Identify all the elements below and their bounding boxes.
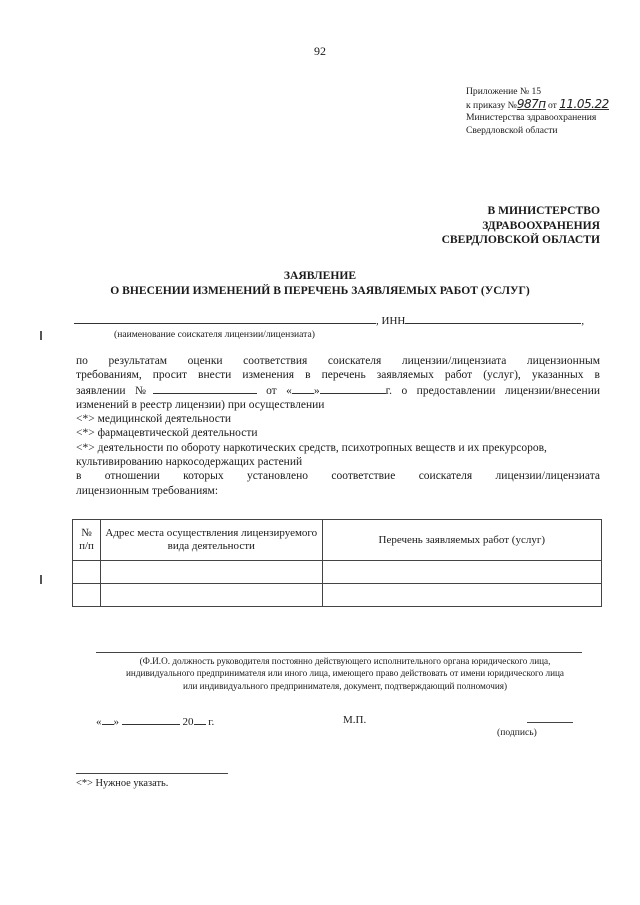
signatory-caption [80, 655, 610, 692]
signatory-caption-line-2: индивидуального предпринимателя или иного лица, имеющего право действовать от имени юридического лица [126, 668, 564, 679]
date-suffix: г. [208, 716, 215, 728]
option-narcotics: <*> деятельности по обороту наркотических средств, психотропных веществ и их прекурсоров, [76, 441, 547, 454]
stamp-place-label: М.П. [343, 714, 367, 726]
title-line-1: ЗАЯВЛЕНИЕ [283, 269, 357, 282]
footnote-separator [76, 773, 228, 774]
column-header-address: Адрес места осуществления лицензируемого вида деятельности [100, 520, 322, 561]
date-month-field[interactable] [122, 714, 180, 725]
table-cell[interactable] [73, 561, 101, 584]
date-year-field[interactable] [194, 714, 206, 725]
addressee-line-2: ЗДРАВООХРАНЕНИЯ [482, 218, 600, 232]
date-open-quote: « [96, 716, 102, 728]
inn-field[interactable] [405, 313, 581, 324]
applicant-caption: (наименование соискателя лицензии/лицензиата) [114, 329, 315, 340]
table-cell[interactable] [100, 584, 322, 607]
application-date-label: от « [266, 384, 292, 397]
addressee-line-3: СВЕРДЛОВСКОЙ ОБЛАСТИ [441, 233, 600, 246]
application-day-field[interactable] [292, 383, 314, 394]
applicant-name-field[interactable] [74, 313, 376, 324]
document-title [0, 269, 640, 298]
table-cell[interactable] [100, 561, 322, 584]
option-medical: <*> медицинской деятельности [76, 413, 232, 426]
application-line-3-tail: г. о предоставлении лицензии/внесении [385, 384, 600, 397]
date-year-prefix: 20 [182, 716, 194, 728]
option-narcotics-continued: культивированию наркосодержащих растений [76, 456, 303, 469]
order-from-label: от [548, 99, 557, 111]
appendix-line-3: Министерства здравоохранения [466, 112, 597, 124]
column-header-works: Перечень заявляемых работ (услуг) [322, 520, 601, 561]
date-line [96, 714, 214, 728]
application-month-field[interactable] [320, 383, 386, 394]
title-line-2: О ВНЕСЕНИИ ИЗМЕНЕНИЙ В ПЕРЕЧЕНЬ ЗАЯВЛЯЕМЫХ РАБОТ (УСЛУГ) [110, 283, 530, 297]
inn-label: , ИНН [376, 315, 406, 327]
addressee-block [442, 204, 600, 248]
column-header-number: № п/п [73, 520, 101, 561]
body-line-2: требованиям, просит внести изменения в перечень заявляемых работ (услуг), указанных в [76, 369, 600, 382]
body-line-5: в отношении которых установлено соответствие соискателя лицензии/лицензиата [76, 470, 600, 483]
option-pharmaceutical: <*> фармацевтической деятельности [76, 427, 258, 440]
signature-label: (подпись) [497, 727, 537, 738]
date-close-quote: » [113, 716, 119, 728]
appendix-line-4: Свердловской области [466, 124, 558, 136]
signatory-field-line[interactable] [96, 652, 582, 653]
body-line-3 [76, 383, 600, 398]
applicant-name-line [74, 313, 598, 327]
page-number: 92 [314, 44, 326, 58]
table-cell[interactable] [73, 584, 101, 607]
body-line-1: по результатам оценки соответствия соискателя лицензии/лицензиата лицензионным [76, 355, 600, 367]
footnote: <*> Нужное указать. [76, 778, 169, 789]
order-date-handwritten: 11.05.22 [559, 96, 609, 111]
applicant-trailing-comma: , [581, 315, 585, 327]
order-prefix: к приказу № [466, 99, 517, 111]
scan-mark [40, 575, 42, 584]
addressee-line-1: В МИНИСТЕРСТВО [487, 204, 600, 217]
table-header-row [73, 520, 602, 561]
appendix-block [466, 86, 626, 137]
table-row [73, 584, 602, 607]
statement-body [76, 354, 600, 498]
body-line-6: лицензионным требованиям: [76, 484, 219, 497]
order-number-handwritten: 987п [516, 96, 546, 111]
date-day-field[interactable] [102, 714, 114, 725]
body-line-4: изменений в реестр лицензии) при осуществлении [76, 398, 325, 411]
signature-field-line[interactable] [527, 722, 573, 723]
application-number-field[interactable] [153, 383, 257, 394]
table-cell[interactable] [322, 561, 601, 584]
appendix-line-1: Приложение № 15 [466, 86, 542, 97]
works-table [72, 519, 602, 607]
signatory-caption-line-3: или индивидуального предпринимателя, документ, подтверждающий полномочия) [182, 680, 508, 691]
table-cell[interactable] [322, 584, 601, 607]
scan-mark [40, 331, 42, 340]
table-row [73, 561, 602, 584]
appendix-line-2 [466, 96, 626, 113]
signatory-caption-line-1: (Ф.И.О. должность руководителя постоянно действующего исполнительного органа юридического лица, [139, 656, 551, 666]
application-date-quote: » [313, 384, 320, 397]
application-number-label: заявлении № [76, 384, 153, 397]
